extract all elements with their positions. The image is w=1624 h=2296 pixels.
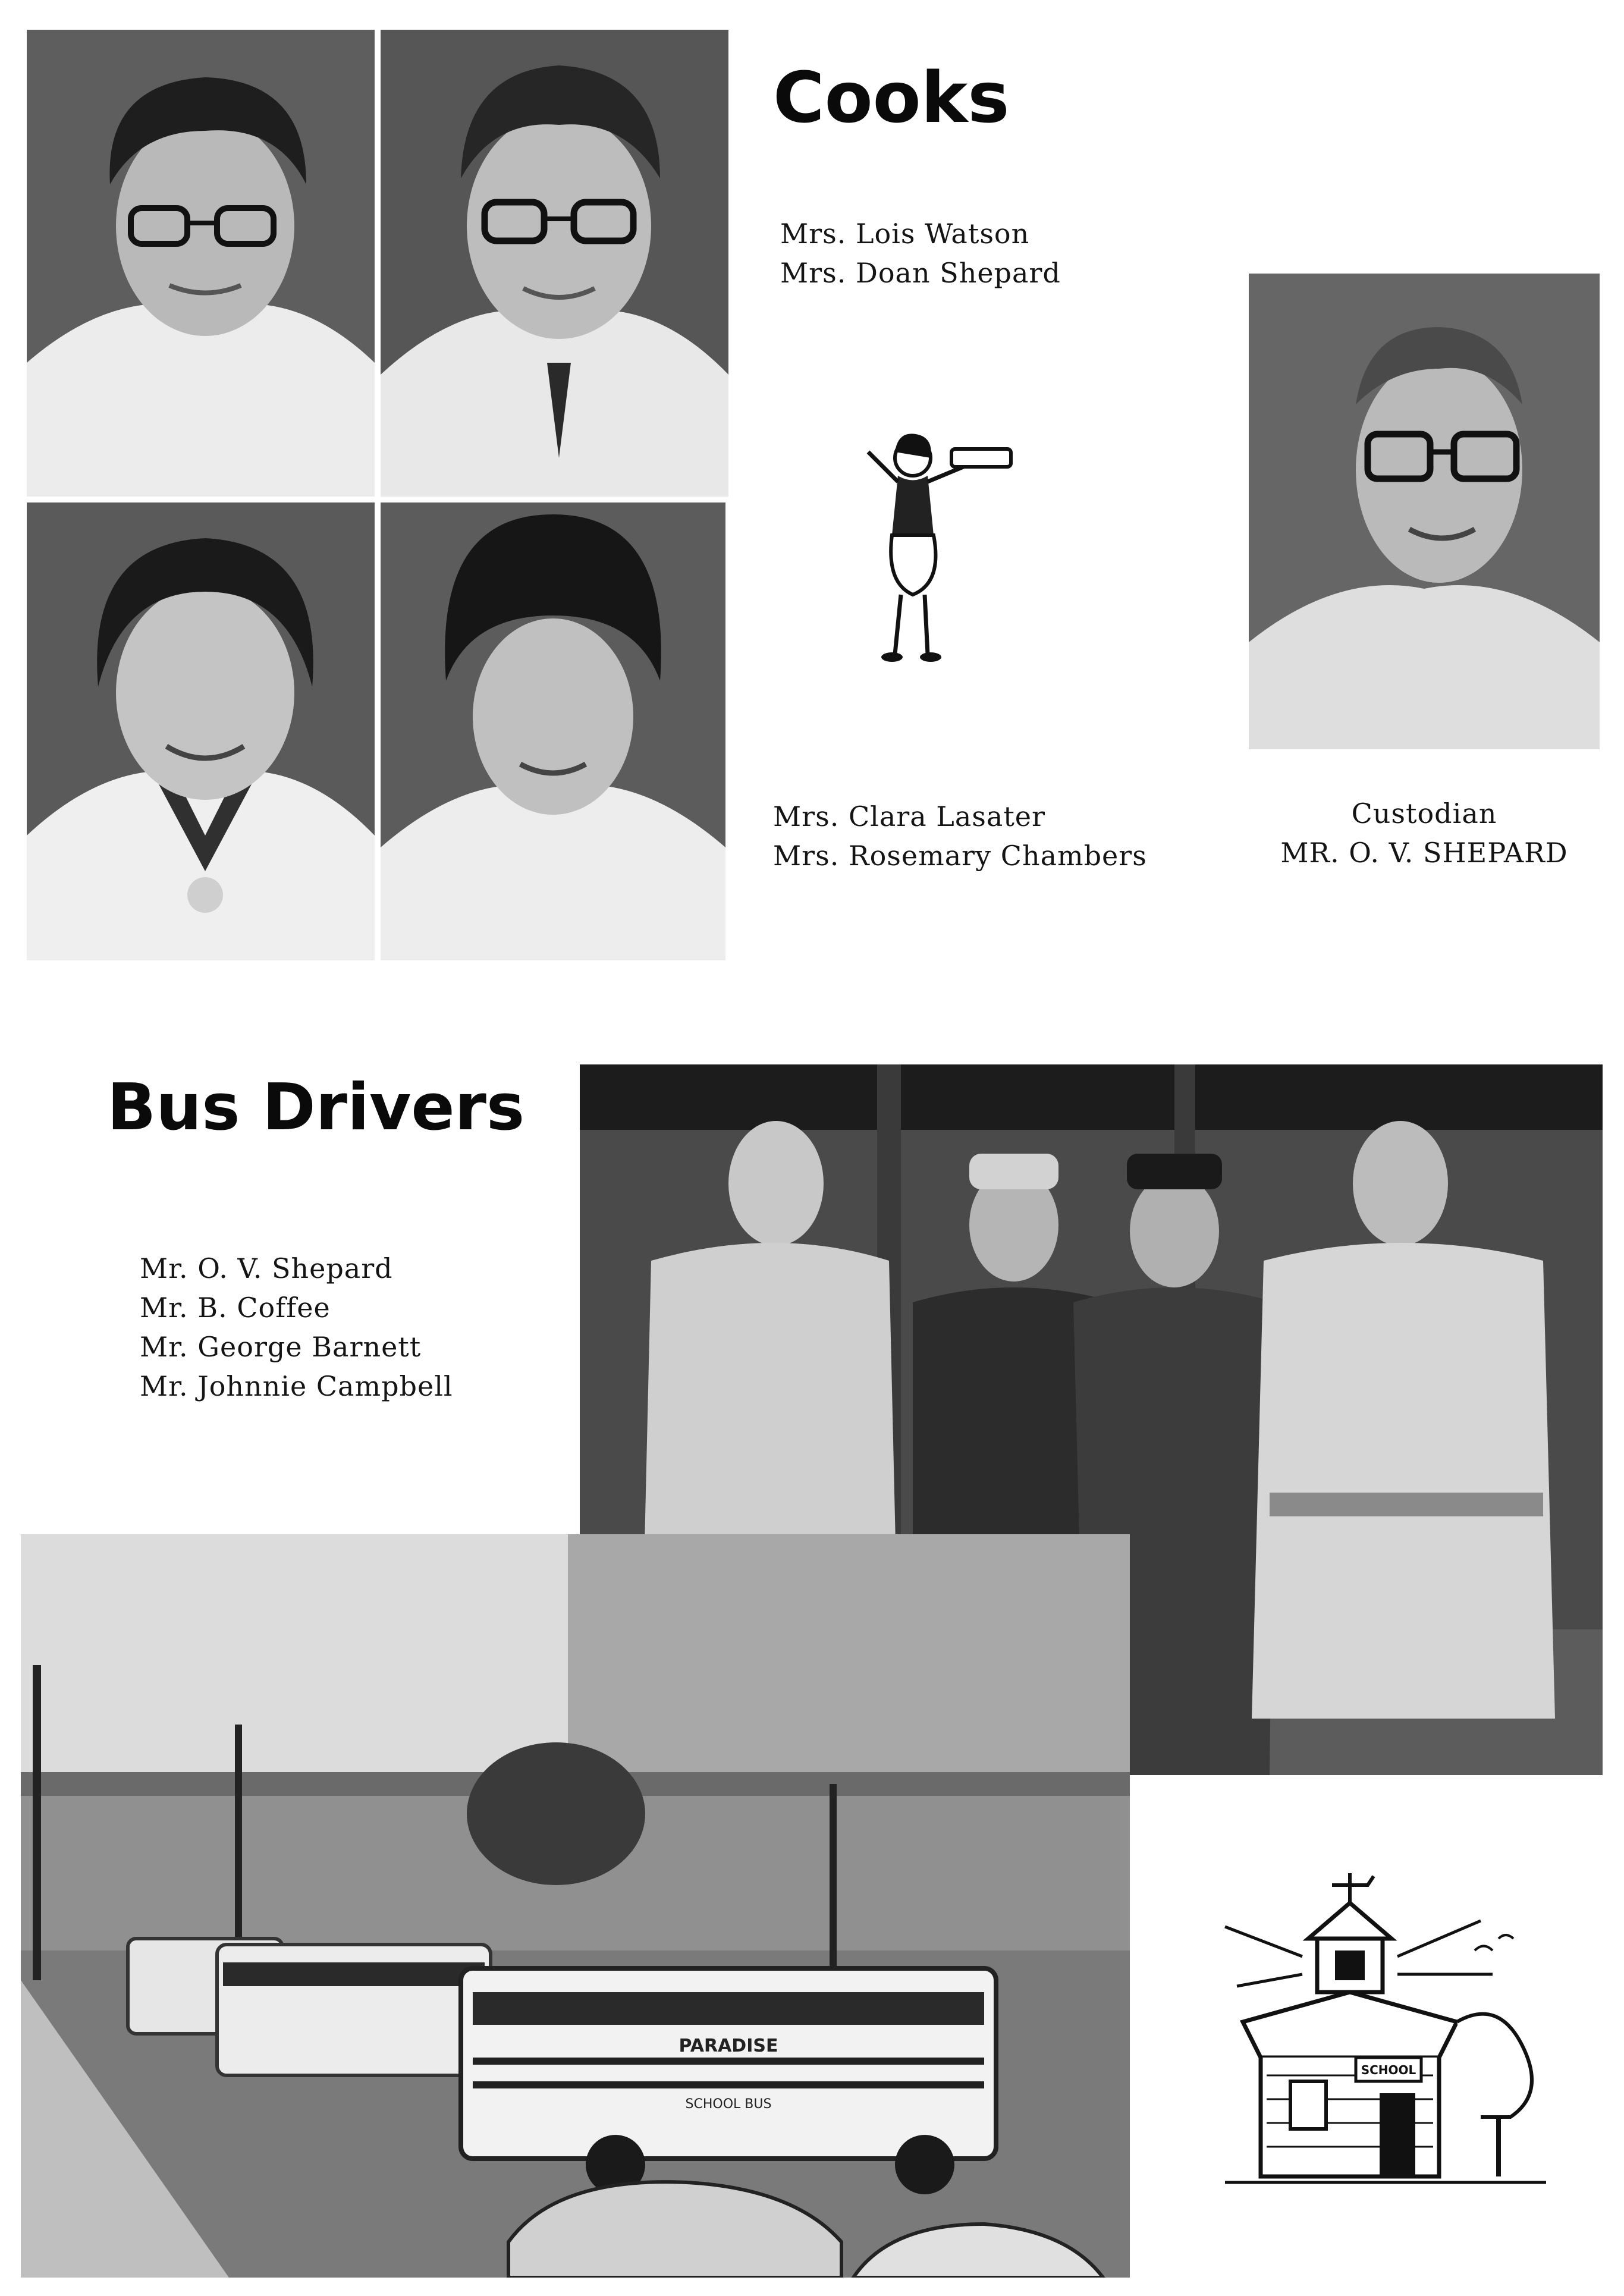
cook-portrait-3 <box>27 502 375 960</box>
bus-driver-name-1: Mr. O. V. Shepard <box>140 1252 393 1284</box>
custodian-name: MR. O. V. SHEPARD <box>1280 837 1568 869</box>
bus-drivers-names <box>140 1249 453 1406</box>
custodian-portrait <box>1249 274 1600 749</box>
bus-lettering: PARADISE <box>679 2036 778 2056</box>
bus-driver-name-4: Mr. Johnnie Campbell <box>140 1370 453 1402</box>
cook-name-2: Mrs. Doan Shepard <box>780 257 1061 289</box>
cook-portrait-1 <box>27 30 375 497</box>
cook-name-1: Mrs. Lois Watson <box>780 218 1030 250</box>
cooks-names-bottom <box>773 797 1147 875</box>
cook-name-3: Mrs. Clara Lasater <box>773 800 1046 833</box>
bus-sublettering: SCHOOL BUS <box>685 2097 772 2112</box>
cook-name-4: Mrs. Rosemary Chambers <box>773 840 1147 872</box>
bus-drivers-heading: Bus Drivers <box>107 1070 525 1145</box>
custodian-caption <box>1249 794 1600 872</box>
bus-driver-name-2: Mr. B. Coffee <box>140 1292 331 1324</box>
school-buses-photo <box>21 1534 1130 2278</box>
cooks-heading: Cooks <box>773 56 1010 139</box>
schoolhouse-sign: SCHOOL <box>1361 2063 1416 2077</box>
custodian-role: Custodian <box>1351 797 1497 830</box>
cooks-names-top <box>780 214 1061 293</box>
waitress-clipart-icon <box>844 416 1023 672</box>
cook-portrait-4 <box>381 502 725 960</box>
cook-portrait-2 <box>381 30 728 497</box>
schoolhouse-clipart-icon <box>1201 1867 1570 2200</box>
bus-driver-name-3: Mr. George Barnett <box>140 1331 422 1363</box>
